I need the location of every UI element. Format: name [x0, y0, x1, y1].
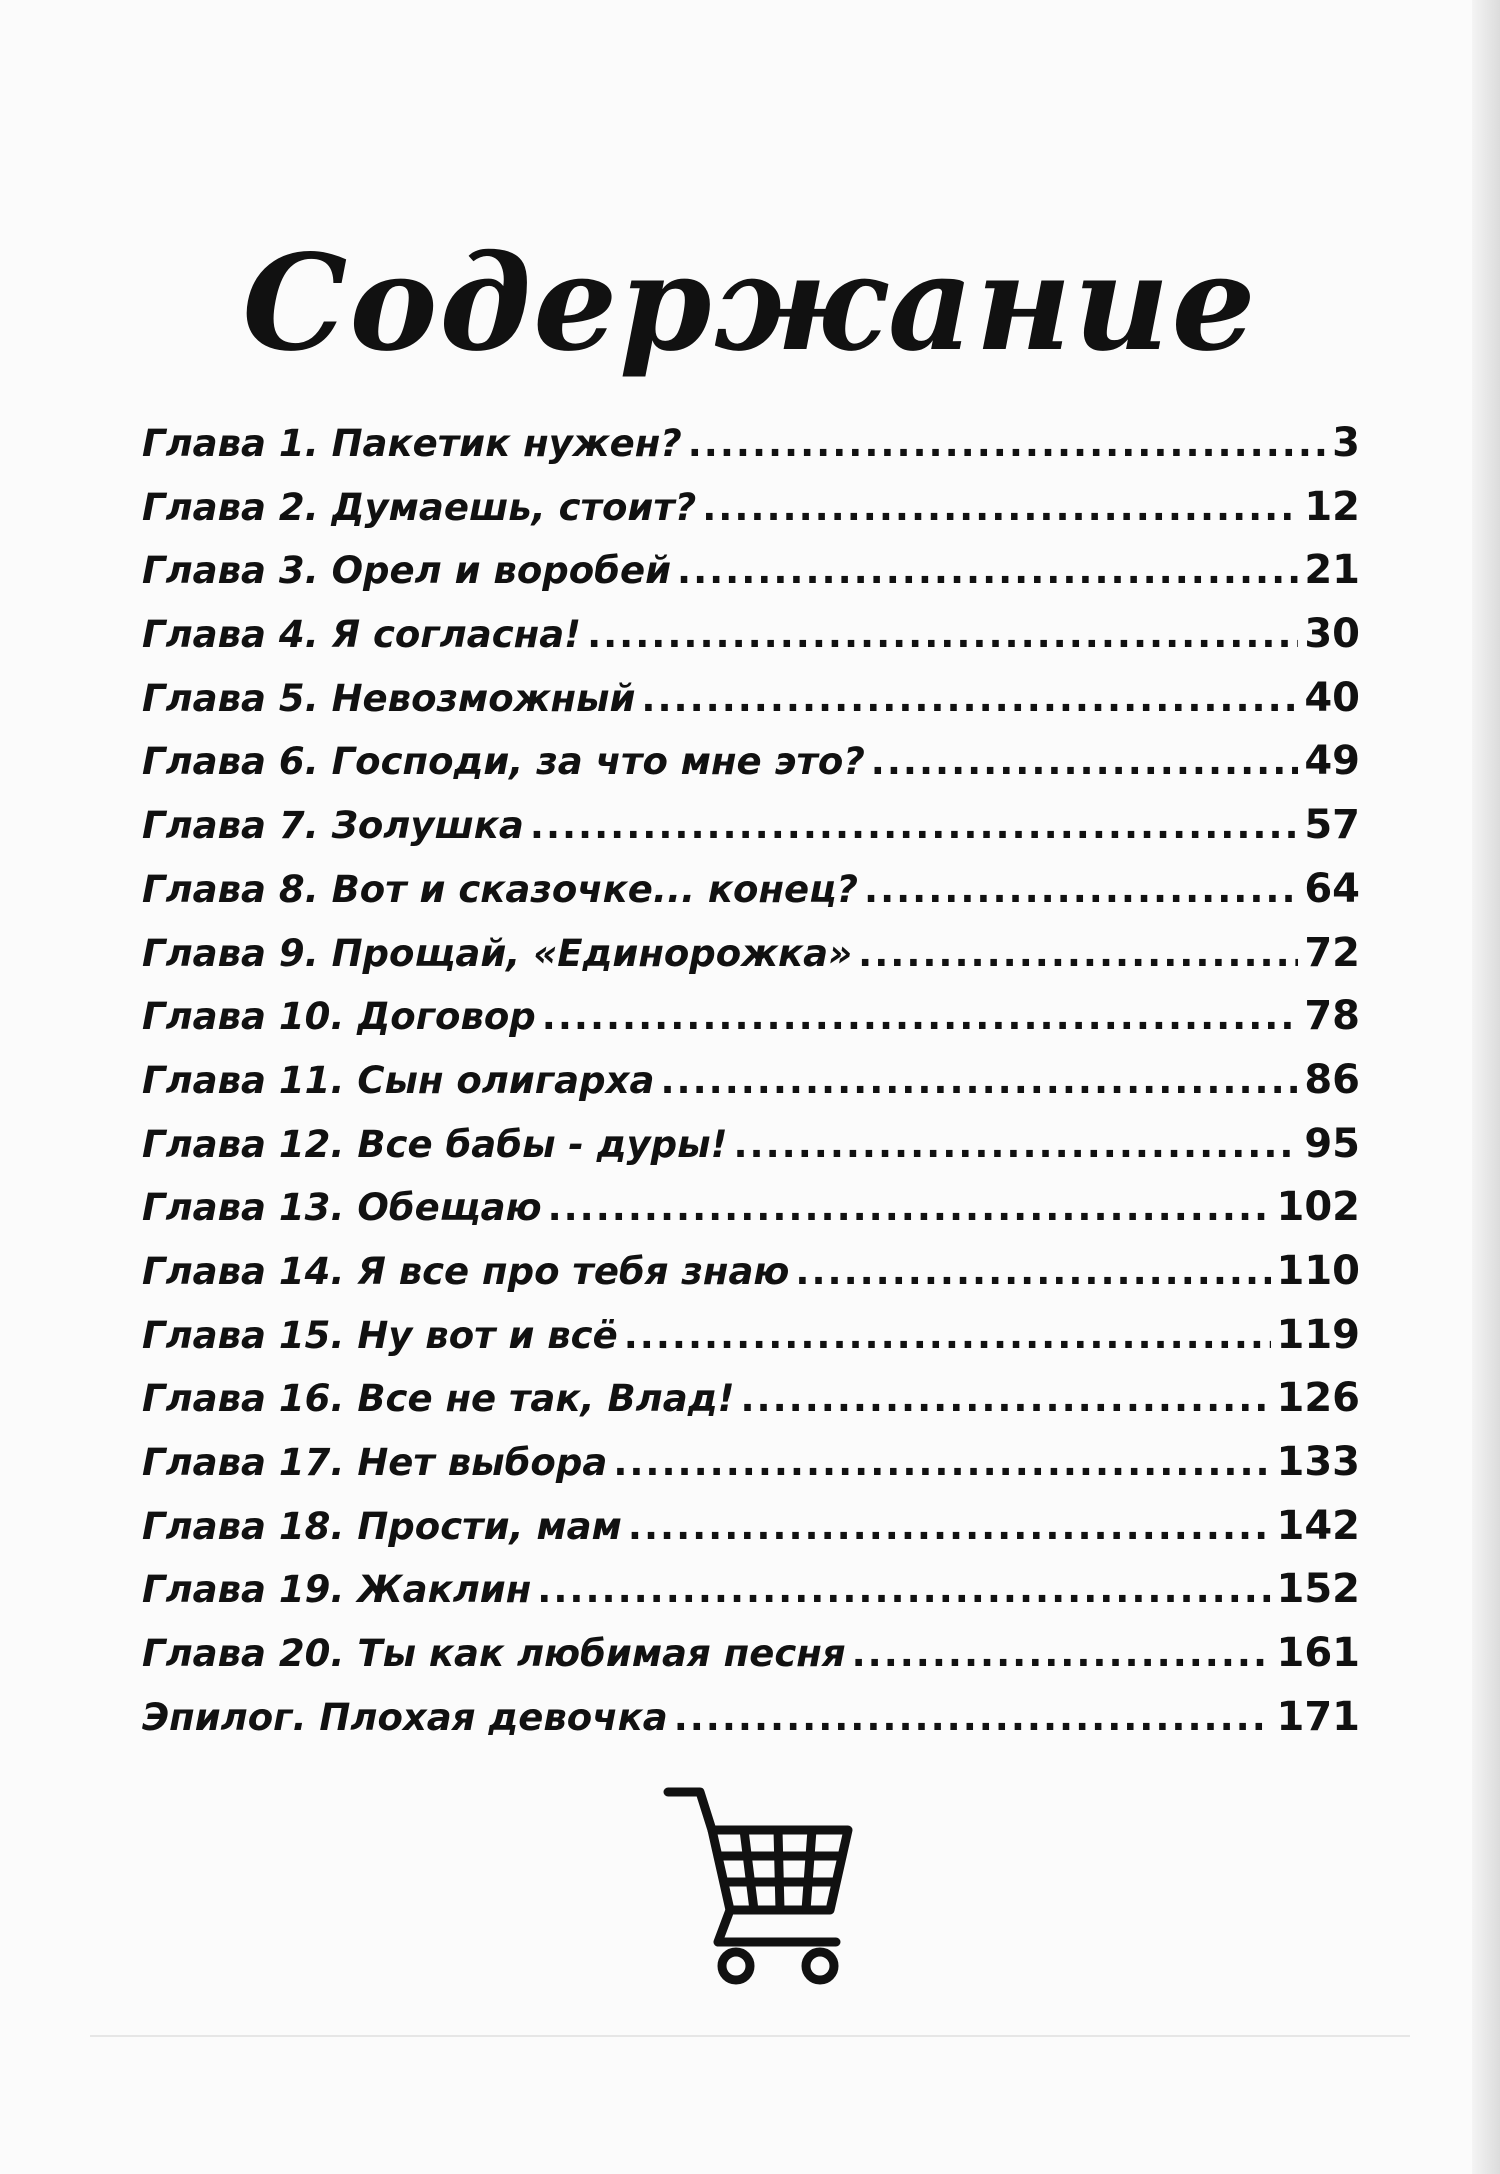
toc-entry-label: Глава 12. Все бабы - дуры! — [142, 1122, 728, 1166]
toc-entry-label: Глава 3. Орел и воробей — [142, 549, 672, 593]
toc-entry — [142, 1057, 1360, 1121]
toc-entry-label: Глава 6. Господи, за что мне это? — [142, 740, 865, 784]
toc-leader-dots — [530, 804, 1298, 847]
toc-entry — [142, 675, 1360, 739]
footer-rule — [90, 2035, 1410, 2037]
toc-entry-label: Глава 1. Пакетик нужен? — [142, 422, 682, 465]
toc-entry-label: Глава 19. Жаклин — [142, 1568, 532, 1612]
toc-entry — [142, 1248, 1360, 1312]
toc-entry-label: Глава 17. Нет выбора — [142, 1441, 608, 1484]
toc-entry — [142, 738, 1360, 802]
toc-leader-dots — [628, 1505, 1271, 1548]
toc-entry-page-number: 119 — [1276, 1311, 1360, 1358]
toc-entry-page-number: 171 — [1276, 1693, 1360, 1740]
toc-entry-label: Глава 16. Все не так, Влад! — [142, 1377, 735, 1421]
toc-entry — [142, 1375, 1360, 1439]
toc-entry — [142, 484, 1360, 548]
toc-entry — [142, 1121, 1360, 1185]
toc-entry-page-number: 30 — [1304, 611, 1360, 658]
toc-entry-page-number: 86 — [1304, 1056, 1360, 1103]
toc-leader-dots — [537, 1568, 1270, 1611]
toc-entry-page-number: 161 — [1276, 1630, 1360, 1677]
toc-leader-dots — [548, 1186, 1271, 1229]
toc-entry-page-number: 40 — [1304, 674, 1360, 721]
toc-leader-dots — [613, 1441, 1270, 1484]
toc-entry-label: Глава 4. Я согласна! — [142, 613, 582, 657]
toc-entry-label: Глава 7. Золушка — [142, 804, 524, 848]
toc-entry-label: Глава 11. Сын олигарха — [142, 1058, 655, 1102]
toc-entry-label: Глава 18. Прости, мам — [142, 1504, 622, 1548]
toc-entry — [142, 930, 1360, 994]
shopping-cart-icon — [660, 1770, 860, 1990]
toc-leader-dots — [858, 932, 1298, 975]
toc-entry-page-number: 102 — [1276, 1184, 1360, 1231]
toc-entry-label: Глава 5. Невозможный — [142, 676, 636, 720]
toc-leader-dots — [641, 677, 1298, 720]
toc-entry — [142, 1312, 1360, 1376]
toc-leader-dots — [674, 1696, 1271, 1739]
toc-leader-dots — [624, 1314, 1271, 1357]
toc-entry-page-number: 152 — [1276, 1566, 1360, 1613]
toc-entry-label: Глава 10. Договор — [142, 995, 536, 1039]
toc-leader-dots — [587, 613, 1298, 656]
toc-entry — [142, 1439, 1360, 1503]
toc-entry — [142, 802, 1360, 866]
toc-entry — [142, 611, 1360, 675]
toc-entry-page-number: 21 — [1304, 547, 1360, 594]
toc-entry-page-number: 64 — [1304, 865, 1360, 912]
toc-leader-dots — [660, 1059, 1298, 1102]
toc-entry-page-number: 142 — [1276, 1502, 1360, 1549]
toc-leader-dots — [871, 740, 1299, 783]
toc-entry — [142, 1630, 1360, 1694]
toc-leader-dots — [702, 486, 1298, 529]
toc-entry-label: Глава 8. Вот и сказочке... конец? — [142, 867, 859, 911]
toc-entry — [142, 547, 1360, 611]
toc-leader-dots — [852, 1632, 1271, 1675]
toc-entry-page-number: 126 — [1276, 1375, 1360, 1422]
toc-entry — [142, 866, 1360, 930]
toc-entry-page-number: 72 — [1304, 929, 1360, 976]
toc-entry — [142, 993, 1360, 1057]
toc-entry-page-number: 12 — [1304, 483, 1360, 530]
toc-leader-dots — [688, 422, 1326, 465]
table-of-contents — [142, 420, 1360, 1757]
toc-leader-dots — [542, 995, 1299, 1038]
toc-entry-label: Эпилог. Плохая девочка — [142, 1695, 668, 1739]
toc-entry-label: Глава 14. Я все про тебя знаю — [142, 1249, 790, 1293]
toc-entry-label: Глава 2. Думаешь, стоит? — [142, 485, 697, 529]
toc-entry — [142, 1694, 1360, 1758]
toc-entry — [142, 420, 1360, 484]
toc-entry-page-number: 3 — [1332, 420, 1360, 466]
toc-entry — [142, 1184, 1360, 1248]
toc-leader-dots — [864, 868, 1298, 911]
toc-entry-label: Глава 13. Обещаю — [142, 1186, 542, 1230]
toc-entry-label: Глава 15. Ну вот и всё — [142, 1313, 618, 1357]
page-title: Содержание — [242, 226, 1258, 382]
toc-entry-page-number: 49 — [1304, 738, 1360, 785]
toc-entry-page-number: 95 — [1304, 1120, 1360, 1167]
toc-entry-page-number: 78 — [1304, 993, 1360, 1040]
toc-leader-dots — [740, 1377, 1270, 1420]
toc-leader-dots — [733, 1123, 1298, 1166]
toc-leader-dots — [795, 1250, 1270, 1293]
toc-entry-label: Глава 20. Ты как любимая песня — [142, 1632, 846, 1676]
toc-entry-page-number: 110 — [1276, 1247, 1360, 1294]
toc-entry — [142, 1503, 1360, 1567]
toc-entry-page-number: 57 — [1304, 802, 1360, 849]
toc-entry — [142, 1566, 1360, 1630]
toc-leader-dots — [677, 549, 1298, 592]
toc-entry-page-number: 133 — [1276, 1439, 1360, 1485]
toc-entry-label: Глава 9. Прощай, «Единорожка» — [142, 931, 853, 975]
